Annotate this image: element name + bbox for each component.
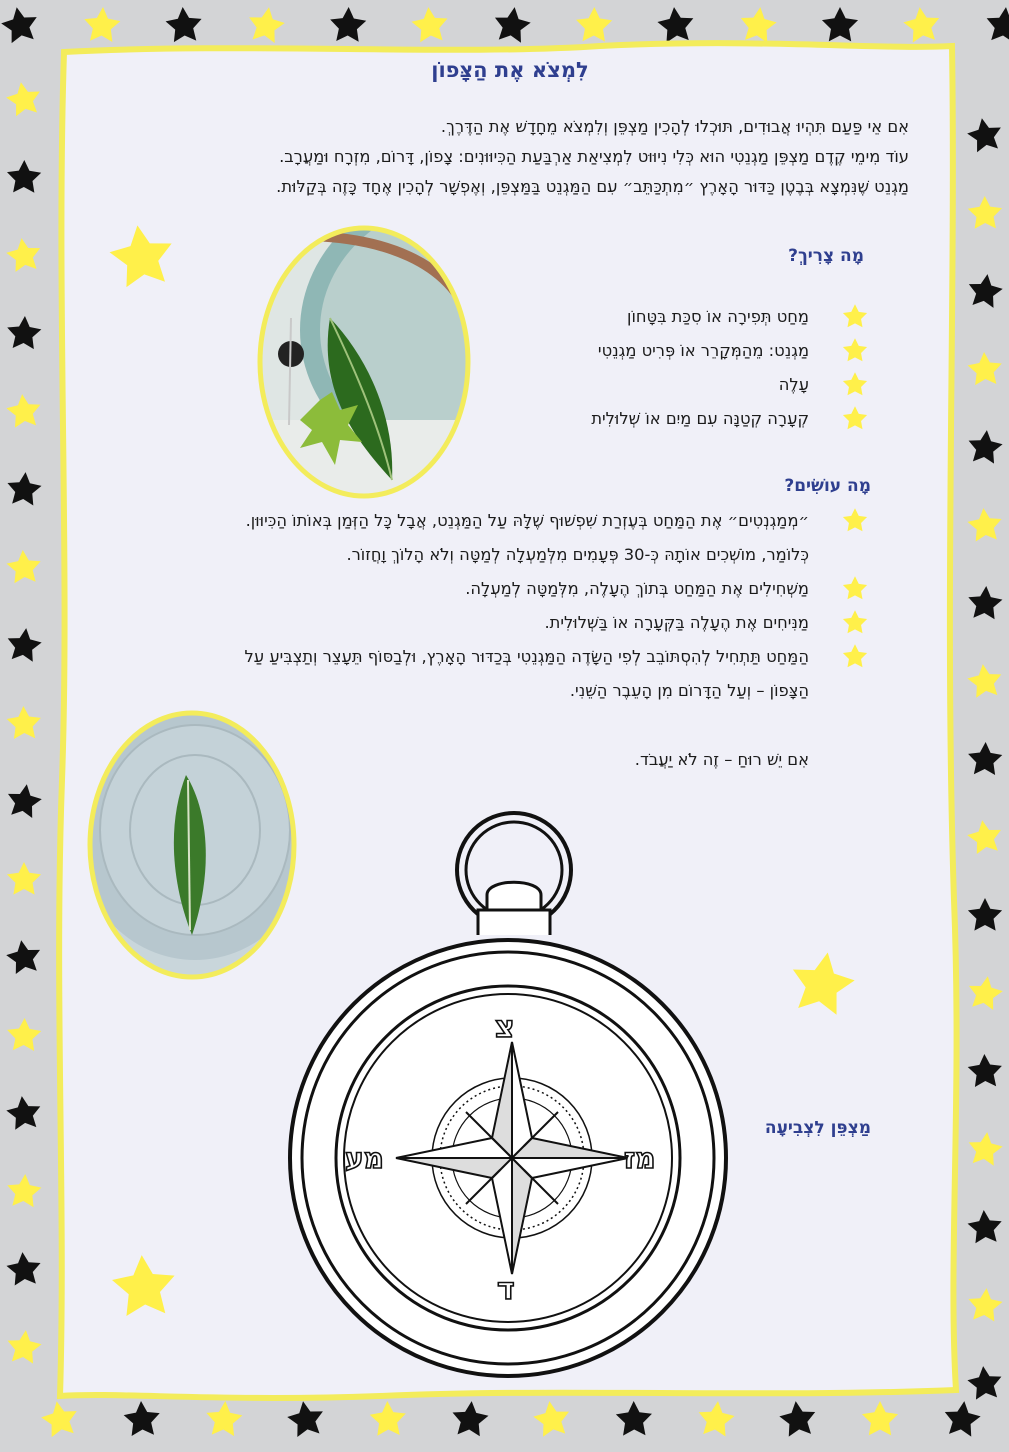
step-text: מַשְׁחִילִים אֶת הַמַּחַט בְּתוֹךְ הֶעָלֶה, מִלְּמַטָּה לְמַעְלָה. [465,579,809,598]
needs-heading: מָה צָרִיךְ? [788,246,864,266]
compass-south-label: ד [497,1272,515,1307]
intro-paragraph [109,112,909,202]
star-bullet-icon [841,337,869,365]
star-bullet-icon [841,609,869,637]
star-bullet-icon [841,405,869,433]
list-item [429,300,809,334]
compass-east-label: מז [624,1142,656,1175]
star-bullet-icon [841,507,869,535]
list-item [429,402,809,436]
star-bullet-icon [841,575,869,603]
intro-line: אִם אֵי פַּעַם תִּהְיוּ אֲבוּדִים, תּוּכְלוּ לְהָכִין מַצְפֵּן וְלִמְצֹא מֵחָדָשׁ אֶת הַדֶּרֶךְ. [440,117,909,136]
needs-list [429,300,809,436]
list-item [219,572,809,606]
star-bullet-icon [841,303,869,331]
wind-note: אִם יֵשׁ רוּחַ – זֶה לֹא יַעֲבֹד. [634,750,809,769]
steps-heading: מָה עוֹשִׂים? [784,476,871,496]
compass-north-label: צ [495,1010,515,1045]
list-item [219,504,809,572]
needs-item-text: מַחַט תְּפִירָה אוֹ סִכַּת בִּטָּחוֹן [627,307,809,326]
compass-caption: מַצְפֵּן לִצְבִיעָה [764,1118,871,1138]
needs-item-text: עָלֶה [778,375,809,394]
intro-line: מַגְנֵט שֶׁנִּמְצָא בְּבֶטֶן כַּדּוּר הָאָרֶץ ״מִתְכַּתֵּב״ עִם הַמַּגְנֵט בַּמַּצְפֵּן, וְאֶפְשָׁר לְהָכִין אֶחָד כָּזֶה בְּקַלּוּת. [276,177,909,196]
star-bullet-icon [841,371,869,399]
step-text: מַנִּיחִים אֶת הֶעָלֶה בַּקְּעָרָה אוֹ בַּשְּׁלוּלִית. [544,613,809,632]
list-item [429,368,809,402]
star-bullet-icon [841,643,869,671]
needs-item-text: קְעָרָה קְטַנָּה עִם מַיִם אוֹ שְׁלוּלִית [591,409,809,428]
compass-west-label: מע [345,1142,384,1175]
intro-line: עוֹד מִימֵי קֶדֶם מַצְפֵּן מַגְנֵטִי הוּא כְּלִי נִיוּוּט לִמְצִיאַת אַרְבַּעַת הַכִּיוּוּנִים: צָפוֹן, דָּרוֹם, מִזְרָח וּמַעֲרָב. [279,147,909,166]
list-item [219,640,809,708]
list-item [429,334,809,368]
step-text: ״מְמַגְנְטִים״ אֶת הַמַּחַט בְּעֶזְרַת שִׁפְשׁוּף שֶׁלָּהּ עַל הַמַּגְנֵט, אֲבָל כָּל הַזְּמַן בְּאוֹתוֹ הַכִּיוּוּן. כְּלוֹמַר, מוֹשְׁכִים אוֹתָהּ כְּ-30 פְּעָמִים מִלְּמַעְלָה לְמַטָּה וְלֹא הָלוֹךְ וָחֲזוֹר. [245,511,809,564]
list-item [219,606,809,640]
steps-list [219,504,809,708]
step-text: הַמַּחַט תַּתְחִיל לְהִסְתּוֹבֵב לְפִי הַשָּׂדֶה הַמַּגְנֵטִי בְּכַדּוּר הָאָרֶץ, וּלְבַסּוֹף תֵּעָצֵר וְתַצְבִּיעַ עַל הַצָּפוֹן – וְעַל הַדָּרוֹם מִן הָעֵבֶר הַשֵּׁנִי. [244,647,809,700]
needs-item-text: מַגְנֵט: מֵהַמְּקָרֵר אוֹ פְּרִיט מַגְנֵטִי [597,341,809,360]
page-title: לִמְצֹא אֶת הַצָּפוֹן [431,58,589,82]
